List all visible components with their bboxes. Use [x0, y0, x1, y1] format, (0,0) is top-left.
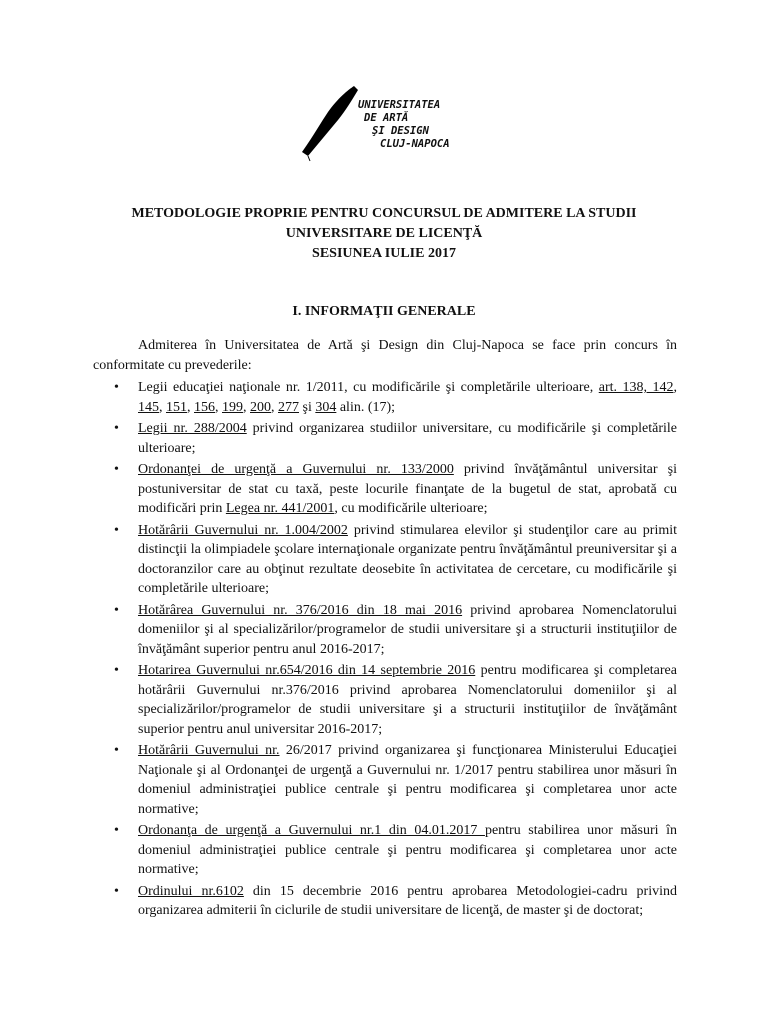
item-text: privind stimularea elevilor şi studenţilor care au primit distincţii la olimpiadele şcolare internaţionale organizate pentru învăţământul preuniversitar şi a doctoranzilor care au obţinut rezultate deosebite în activitatea de cercetare, cu modificările şi completările ulterioare;: [138, 522, 677, 596]
logo-line-2: DE ARTĂ: [364, 112, 409, 124]
item-link[interactable]: art. 138, 142: [598, 380, 674, 395]
item-text: pentru modificarea şi completarea hotărârii Guvernului nr.376/2016 privind aprobarea Nomenclatorului domeniilor şi al specializărilor/programelor de studii universitare şi a structurii instituţiilor de învăţământ superior pentru anul universitar 2016-2017;: [138, 663, 677, 737]
list-item: [93, 741, 677, 819]
list-item: [93, 882, 677, 921]
list-item: [93, 601, 677, 660]
section-heading: I. INFORMAŢII GENERALE: [292, 304, 476, 319]
item-text: 26/2017 privind organizarea şi funcţionarea Ministerului Educaţiei Naţionale şi al Ordonanţei de urgenţă a Guvernului nr. 1/2017 pentru stabilirea unor măsuri în domeniul administraţiei publice centrale şi pentru modificarea şi completarea unor acte normative;: [138, 743, 677, 817]
title-line-3: SESIUNEA IULIE 2017: [312, 246, 456, 261]
logo-line-4: CLUJ-NAPOCA: [380, 138, 450, 150]
item-text: privind organizarea studiilor universitare, cu modificările şi completările ulterioare;: [138, 421, 678, 456]
item-link[interactable]: Hotărârii Guvernului nr. 1.004/2002: [138, 522, 348, 538]
item-link[interactable]: Ordinului nr.6102: [138, 883, 244, 899]
item-link[interactable]: 145: [138, 399, 159, 415]
item-link[interactable]: 200: [250, 399, 271, 415]
item-link[interactable]: 304: [315, 399, 337, 415]
item-link[interactable]: Hotărârea Guvernului nr. 376/2016 din 18 mai 2016: [138, 602, 463, 618]
item-separator: şi: [299, 399, 316, 415]
legal-basis-list: [93, 378, 677, 923]
title-line-1: METODOLOGIE PROPRIE PENTRU CONCURSUL DE ADMITERE LA STUDII: [131, 206, 637, 221]
item-link[interactable]: 151: [166, 399, 187, 415]
item-separator: ,: [187, 399, 194, 415]
item-text: Legii educaţiei naţionale nr. 1/2011, cu modificările şi completările ulterioare,: [138, 380, 599, 395]
logo-text: [358, 99, 450, 151]
item-link[interactable]: Legea nr. 441/2001: [225, 501, 335, 516]
list-item: [93, 378, 677, 417]
item-text: din 15 decembrie 2016 pentru aprobarea Metodologiei-cadru privind organizarea admiterii în ciclurile de studii universitare de licenţă, de master şi de doctorat;: [138, 883, 677, 918]
item-text: pentru stabilirea unor măsuri în domeniul administraţiei publice centrale şi pentru modificarea şi completarea unor acte normative;: [138, 823, 677, 877]
university-logo: [298, 82, 488, 162]
item-separator: ,: [215, 399, 222, 415]
item-text: privind învăţământul universitar şi postuniversitar de stat cu taxă, peste locurile finanţate de la bugetul de stat, aprobată cu modificări prin: [138, 462, 677, 516]
item-separator: ,: [673, 380, 678, 395]
intro-paragraph: [93, 336, 677, 376]
list-item: [93, 521, 677, 599]
logo-line-1: UNIVERSITATEA: [358, 99, 441, 111]
item-link[interactable]: 277: [278, 399, 299, 415]
item-separator: ,: [271, 399, 278, 415]
logo-line-3: ŞI DESIGN: [372, 125, 429, 137]
list-item: [93, 661, 677, 739]
item-link[interactable]: Ordonanţa de urgenţă a Guvernului nr.1 din 04.01.2017: [138, 823, 485, 838]
document-title: [60, 204, 708, 264]
item-link[interactable]: Ordonanţei de urgenţă a Guvernului nr. 133/2000: [138, 462, 454, 477]
item-text: privind aprobarea Nomenclatorului domeniilor şi al specializărilor/programelor de studii universitare şi a structurii instituţiilor de învăţământ superior pentru anul 2016-2017;: [138, 602, 677, 657]
item-link[interactable]: Hotărârii Guvernului nr.: [138, 743, 280, 758]
list-item: [93, 419, 677, 458]
list-item: [93, 460, 677, 519]
item-separator: ,: [159, 399, 166, 415]
item-link[interactable]: Hotarirea Guvernului nr.654/2016 din 14 septembrie 2016: [138, 663, 476, 678]
intro-text: Admiterea în Universitatea de Artă şi Design din Cluj-Napoca se face prin concurs în conformitate cu prevederile:: [93, 338, 677, 373]
item-text: alin. (17);: [336, 399, 396, 415]
item-separator: ,: [243, 399, 250, 415]
item-link[interactable]: Legii nr. 288/2004: [138, 421, 247, 436]
item-link[interactable]: 156: [194, 399, 215, 415]
item-text: , cu modificările ulterioare;: [334, 501, 488, 516]
item-link[interactable]: 199: [222, 399, 243, 415]
title-line-2: UNIVERSITARE DE LICENŢĂ: [285, 226, 483, 241]
list-item: [93, 821, 677, 880]
